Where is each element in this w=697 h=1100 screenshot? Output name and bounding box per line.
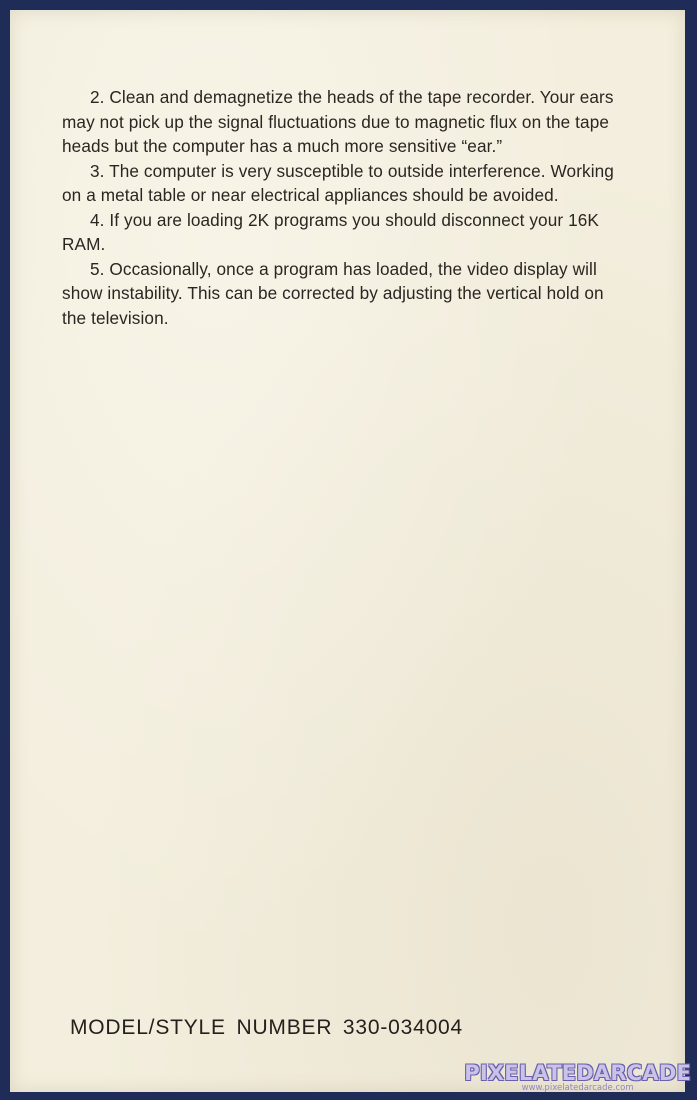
watermark-title: PIXELATEDARCADE [464,1061,691,1085]
manual-page [10,10,685,1092]
instruction-paragraph-3: 3. The computer is very susceptible to outside interference. Working on a metal table or near electrical appliances should be avoided. [62,160,614,205]
instruction-paragraph-2: 2. Clean and demagnetize the heads of the tape recorder. Your ears may not pick up the signal fluctuations due to magnetic flux on the tape heads but the computer has a much more sensitive “ear.” [62,87,614,156]
watermark-url: www.pixelatedarcade.com [521,1083,634,1093]
model-number: MODEL/STYLE NUMBER 330-034004 [70,1016,464,1039]
watermark [464,1063,691,1094]
instruction-paragraph-5: 5. Occasionally, once a program has loaded, the video display will show instability. This can be corrected by adjusting the vertical hold on the television. [62,258,604,328]
instructions-text [62,85,622,330]
instruction-paragraph-4: 4. If you are loading 2K programs you should disconnect your 16K RAM. [62,209,599,254]
